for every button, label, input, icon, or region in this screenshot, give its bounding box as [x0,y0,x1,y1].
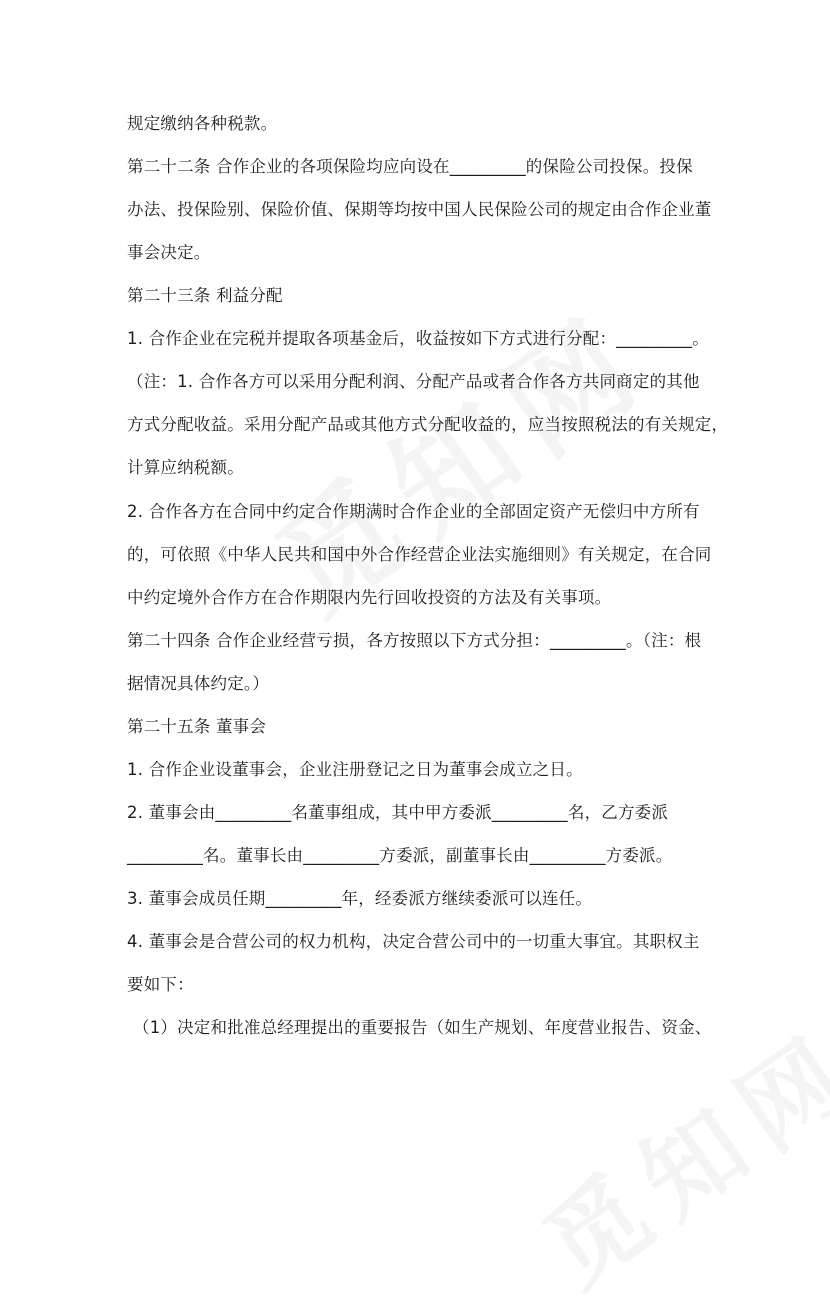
text-line: 2. 董事会由_________名董事组成，其中甲方委派_________名，乙方委派 [127,803,669,822]
text-line: 据情况具体约定。） [127,674,270,693]
text-line: 办法、投保险别、保险价值、保期等均按中国人民保险公司的规定由合作企业董 [127,200,712,219]
watermark [511,991,830,1312]
clause-22-heading-line: 第二十二条 合作企业的各项保险均应向设在_________的保险公司投保。投保 [127,157,693,176]
clause-25-heading: 第二十五条 董事会 [127,717,267,736]
text-line: 计算应纳税额。 [127,458,244,477]
text-line: 事会决定。 [127,243,211,262]
text-line: 1. 合作企业在完税并提取各项基金后，收益按如下方式进行分配：_________。 [127,329,709,348]
text-line: 的，可依照《中华人民共和国中外合作经营企业法实施细则》有关规定，在合同 [127,545,712,564]
text-line: 方式分配收益。采用分配产品或其他方式分配收益的，应当按照税法的有关规定， [127,415,729,434]
text-line: 中约定境外合作方在合作期限内先行回收投资的方法及有关事项。 [127,588,612,607]
text-line: 1. 合作企业设董事会，企业注册登记之日为董事会成立之日。 [127,760,583,779]
note-line: （注：1. 合作各方可以采用分配利润、分配产品或者合作各方共同商定的其他 [127,372,700,391]
clause-23-heading: 第二十三条 利益分配 [127,286,283,305]
clause-24-line: 第二十四条 合作企业经营亏损，各方按照以下方式分担：_________。（注：根 [127,631,702,650]
text-line: 4. 董事会是合营公司的权力机构，决定合营公司中的一切重大事宜。其职权主 [127,932,700,951]
text-line: 规定缴纳各种税款。 [127,114,278,133]
text-line: 2. 合作各方在合同中约定合作期满时合作企业的全部固定资产无偿归中方所有 [127,502,700,521]
text-line: 3. 董事会成员任期_________年，经委派方继续委派可以连任。 [127,889,593,908]
list-item-line: （1）决定和批准总经理提出的重要报告（如生产规划、年度营业报告、资金、 [133,1018,712,1037]
text-line: _________名。董事长由_________方委派，副董事长由_________方委派。 [127,846,673,865]
text-line: 要如下： [127,975,194,994]
